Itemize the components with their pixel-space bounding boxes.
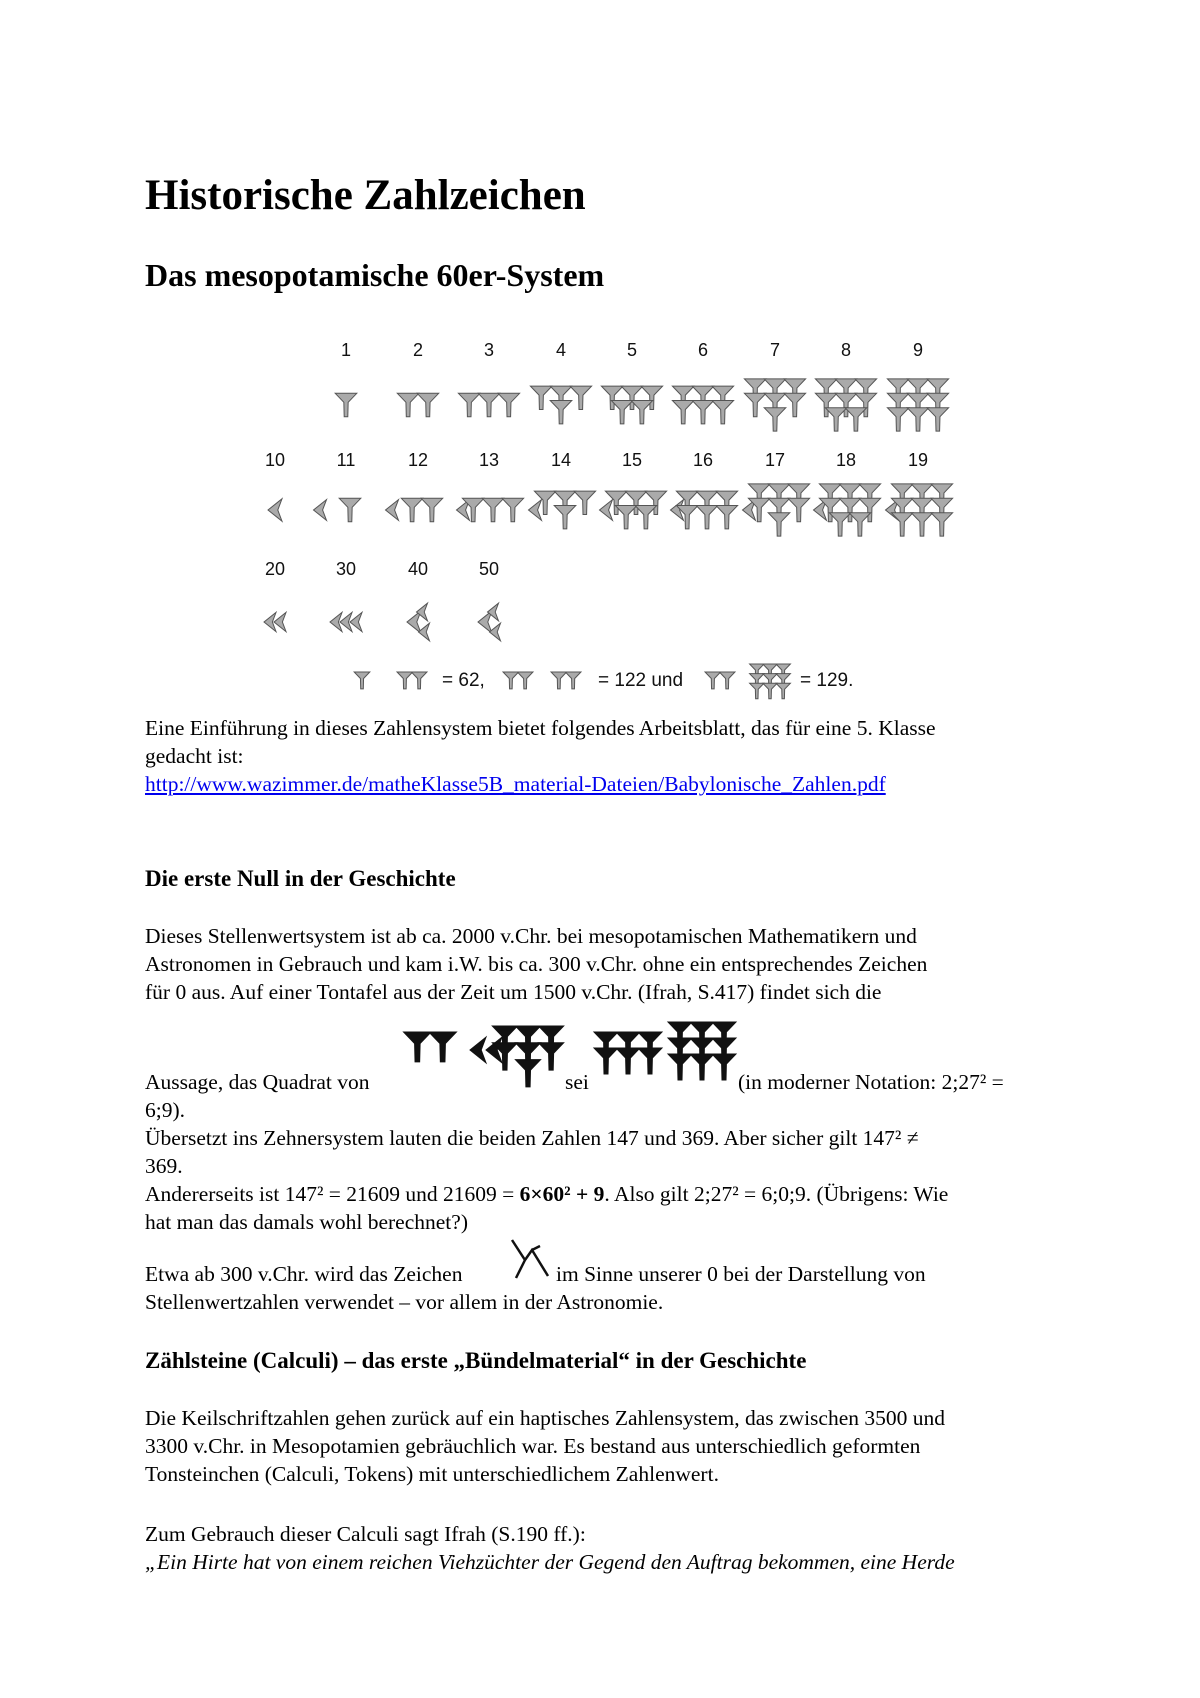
numeral-label-15: 15 (621, 450, 643, 470)
numeral-label-7: 7 (769, 340, 780, 360)
calculi-p1-line-1: Die Keilschriftzahlen gehen zurück auf ein haptisches Zahlensystem, das zwischen 3500 und (145, 1406, 946, 1430)
numeral-label-13: 13 (478, 450, 500, 470)
null-p1-line-2: Astronomen in Gebrauch und kam i.W. bis ca. 300 v.Chr. ohne ein entsprechendes Zeichen (145, 952, 928, 976)
numeral-label-14: 14 (550, 450, 572, 470)
aussage-text-a: Aussage, das Quadrat von (145, 1070, 370, 1094)
etwa-text-b: im Sinne unserer 0 bei der Darstellung von (556, 1262, 926, 1286)
numeral-label-19: 19 (907, 450, 929, 470)
unit-wedge (515, 1060, 540, 1087)
numeral-label-18: 18 (835, 450, 857, 470)
null-p1-line-1: Dieses Stellenwertsystem ist ab ca. 2000 v.Chr. bei mesopotamischen Mathematikern und (145, 924, 917, 948)
uebersetzt-line-2: 369. (145, 1154, 183, 1178)
intro-line-2: gedacht ist: (145, 744, 244, 768)
numeral-label-2: 2 (412, 340, 423, 360)
uebersetzt-line-1: Übersetzt ins Zehnersystem lauten die beiden Zahlen 147 und 369. Aber sicher gilt 147² ≠ (145, 1126, 919, 1150)
intro-line-1: Eine Einführung in dieses Zahlensystem bietet folgendes Arbeitsblatt, das für eine 5. Klasse (145, 716, 936, 740)
andererseits-bold: 6×60² + 9 (519, 1182, 605, 1206)
aussage-text-b: sei (565, 1070, 589, 1094)
numeral-label-17: 17 (764, 450, 786, 470)
numeral-label-40: 40 (407, 559, 429, 579)
unit-wedge (616, 1048, 640, 1074)
example-122: = 122 und (598, 670, 684, 691)
unit-wedge (539, 1043, 564, 1070)
calculi-p2: Zum Gebrauch dieser Calculi sagt Ifrah (S.190 ff.): (145, 1522, 586, 1546)
numeral-label-10: 10 (264, 450, 286, 470)
page-title: Historische Zahlzeichen (145, 172, 586, 219)
ifrah-quote: „Ein Hirte hat von einem reichen Viehzüchter der Gegend den Auftrag bekommen, eine Herde (145, 1550, 955, 1574)
numeral-label-8: 8 (840, 340, 851, 360)
numeral-label-5: 5 (626, 340, 637, 360)
unit-wedge (638, 1048, 662, 1074)
section-heading-calculi: Zählsteine (Calculi) – das erste „Bündelmaterial“ in der Geschichte (145, 1348, 807, 1373)
worksheet-link[interactable]: http://www.wazimmer.de/matheKlasse5B_material-Dateien/Babylonische_Zahlen.pdf (145, 772, 886, 796)
calculi-p1-line-2: 3300 v.Chr. in Mesopotamien gebräuchlich war. Es bestand aus unterschiedlich geformten (145, 1434, 921, 1458)
ten-chevron (470, 1037, 486, 1063)
unit-wedge (668, 1054, 692, 1080)
unit-wedge (429, 1032, 457, 1062)
null-p1-line-3: für 0 aus. Auf einer Tontafel aus der Zeit um 1500 v.Chr. (Ifrah, S.417) findet sich die (145, 980, 882, 1004)
andererseits-text-a: Andererseits ist 147² = 21609 und 21609 = (145, 1182, 520, 1206)
example-62: = 62, (442, 670, 485, 691)
numeral-label-16: 16 (692, 450, 714, 470)
unit-wedge (712, 1054, 736, 1080)
numeral-label-1: 1 (340, 340, 351, 360)
numeral-label-11: 11 (336, 450, 356, 470)
unit-wedge (404, 1032, 432, 1062)
numeral-label-50: 50 (478, 559, 500, 579)
andererseits-line-1 (145, 1182, 948, 1207)
numeral-label-3: 3 (483, 340, 494, 360)
etwa-line-1 (145, 1262, 462, 1287)
numeral-label-6: 6 (697, 340, 708, 360)
unit-wedge (594, 1048, 618, 1074)
etwa-text-a: Etwa ab 300 v.Chr. wird das Zeichen (145, 1262, 463, 1286)
numeral-label-20: 20 (264, 559, 286, 579)
andererseits-text-b: . Also gilt 2;27² = 6;0;9. (Übrigens: Wie (604, 1182, 949, 1206)
numeral-label-9: 9 (912, 340, 923, 360)
aussage-text-c: (in moderner Notation: 2;27² = (738, 1070, 1004, 1094)
zero-sign-icon (512, 1240, 548, 1278)
calculi-p1-line-3: Tonsteinchen (Calculi, Tokens) mit unterschiedlichem Zahlenwert. (145, 1462, 719, 1486)
numeral-label-12: 12 (407, 450, 429, 470)
unit-wedge (690, 1054, 714, 1080)
numeral-label-30: 30 (335, 559, 357, 579)
etwa-line-2: Stellenwertzahlen verwendet – vor allem in der Astronomie. (145, 1290, 664, 1314)
numeral-label-4: 4 (555, 340, 566, 360)
aussage-line-2: 6;9). (145, 1098, 186, 1122)
example-129: = 129. (800, 670, 854, 691)
andererseits-line-2: hat man das damals wohl berechnet?) (145, 1210, 468, 1234)
section-heading-60er-system: Das mesopotamische 60er-System (145, 257, 605, 293)
section-heading-null: Die erste Null in der Geschichte (145, 866, 456, 891)
